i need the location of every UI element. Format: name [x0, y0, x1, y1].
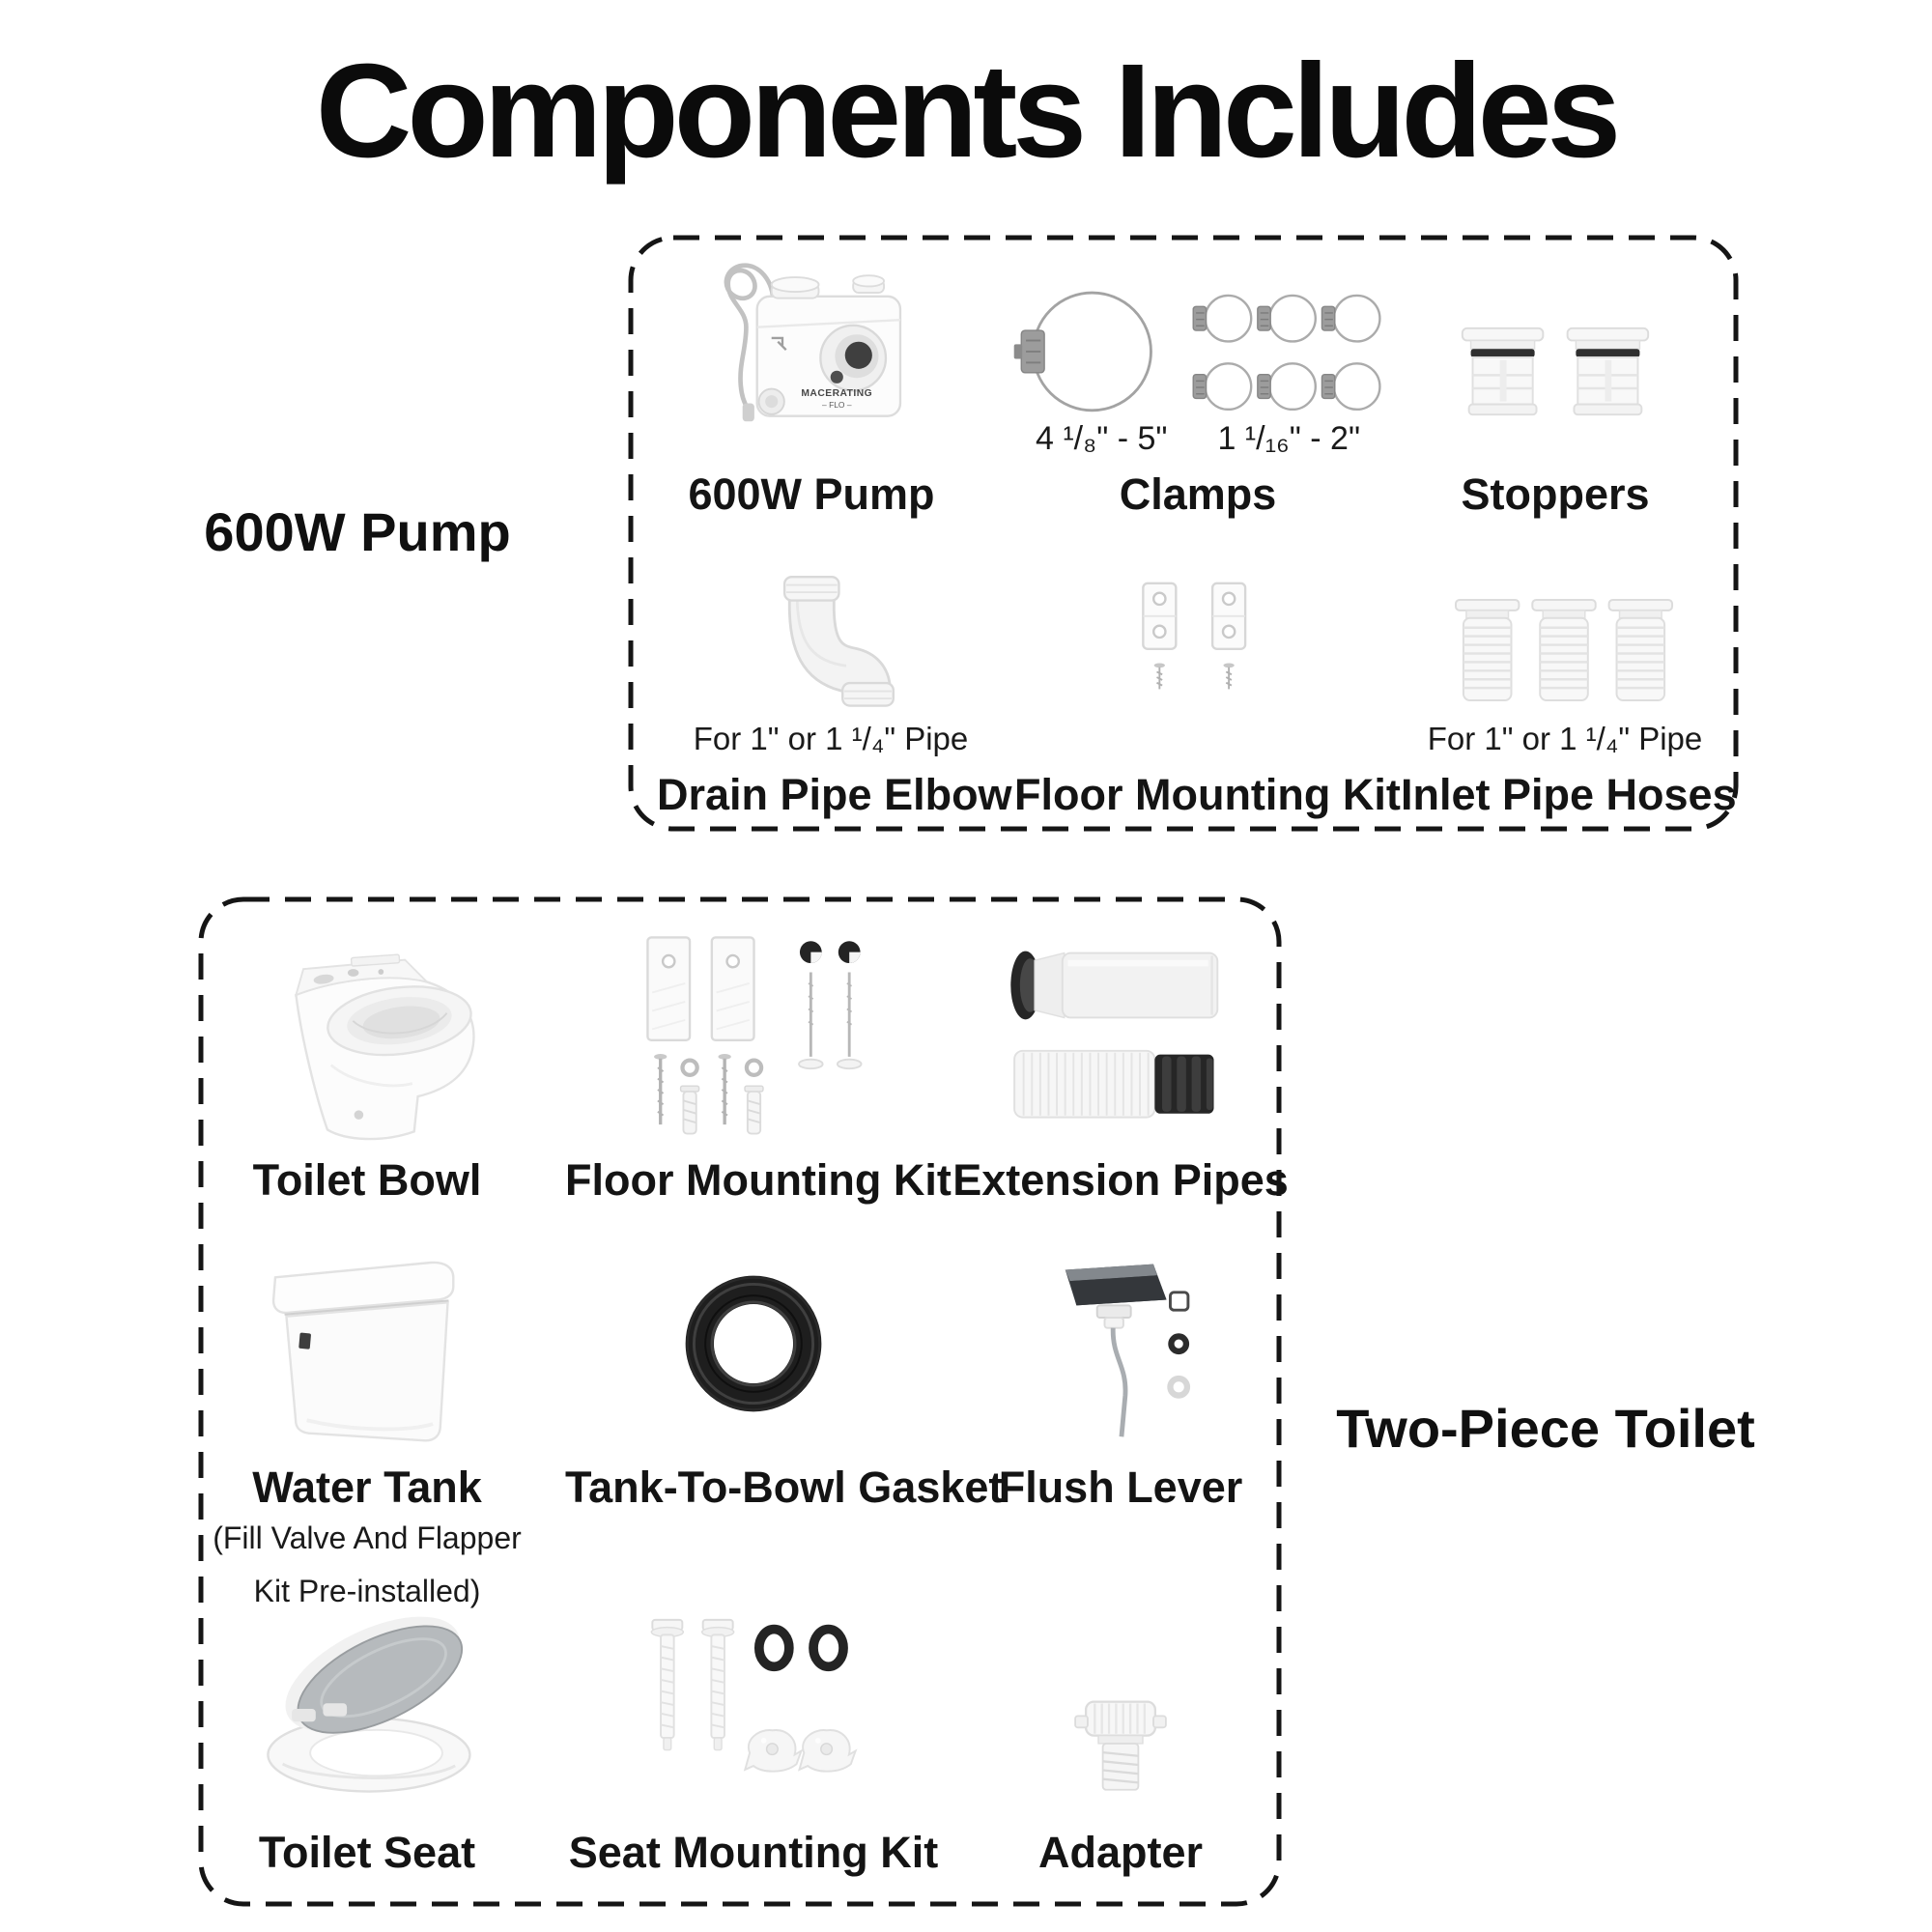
- adapter-label: Adapter: [1037, 1828, 1204, 1877]
- seat-kit-image: [565, 1588, 942, 1805]
- pump-floor-kit-image: [1014, 561, 1381, 699]
- item-toilet-seat: [217, 896, 517, 1907]
- water-tank-note-line1: (Fill Valve And Flapper: [213, 1520, 522, 1555]
- item-inlet-hoses: [1401, 235, 1737, 832]
- inlet-hoses-note: For 1" or 1 ¹/₄" Pipe: [1427, 721, 1703, 756]
- item-seat-kit: [565, 896, 1004, 1907]
- item-drain-elbow: [657, 235, 1012, 832]
- stoppers-label: Stoppers: [1461, 469, 1650, 519]
- pump-label: 600W Pump: [688, 469, 935, 519]
- item-pump-floor-kit: [1014, 235, 1401, 832]
- drain-elbow-image: [657, 561, 1005, 714]
- extension-pipes-label: Extension Pipes: [952, 1155, 1289, 1205]
- inlet-hoses-image: [1401, 561, 1729, 706]
- seat-mounting-hardware-icon: [632, 1608, 875, 1805]
- adapter-image: [952, 1588, 1290, 1810]
- inlet-hoses-label: Inlet Pipe Hoses: [1401, 770, 1737, 819]
- pipe-elbow-icon: [753, 564, 908, 714]
- water-tank-note-line2: Kit Pre-installed): [253, 1574, 481, 1608]
- clamps-label: Clamps: [1119, 469, 1277, 519]
- seat-kit-label: Seat Mounting Kit: [568, 1828, 939, 1877]
- drain-elbow-label: Drain Pipe Elbow: [657, 770, 1012, 819]
- mounting-brackets-icon: [1116, 576, 1280, 699]
- page-title: Components Includes: [315, 37, 1617, 185]
- toilet-seat-icon: [239, 1599, 496, 1801]
- drain-elbow-note: For 1" or 1 ¹/₄" Pipe: [693, 721, 969, 756]
- pump-components-box: [628, 235, 1739, 832]
- water-tank-label: Water Tank: [252, 1463, 482, 1512]
- flush-lever-label: Flush Lever: [998, 1463, 1243, 1512]
- toilet-seat-image: [217, 1588, 517, 1801]
- toilet-floor-kit-label: Floor Mounting Kit: [565, 1155, 952, 1205]
- svg-text:MACERATING: MACERATING: [801, 388, 873, 400]
- clamp-size-large: 4 ¹/₈" - 5": [1035, 420, 1168, 457]
- toilet-components-box: [198, 896, 1289, 1907]
- pump-floor-kit-label: Floor Mounting Kit: [1014, 770, 1401, 819]
- svg-text:– FLO –: – FLO –: [822, 400, 852, 411]
- clamp-size-small: 1 ¹/₁₆" - 2": [1217, 420, 1361, 457]
- toilet-seat-label: Toilet Seat: [258, 1828, 476, 1877]
- gasket-label: Tank-To-Bowl Gasket: [565, 1463, 1004, 1512]
- adapter-fitting-icon: [1054, 1686, 1187, 1810]
- corrugated-hoses-icon: [1450, 596, 1680, 706]
- pump-section-side-label: 600W Pump: [204, 501, 511, 562]
- item-adapter: [952, 896, 1290, 1907]
- toilet-bowl-label: Toilet Bowl: [252, 1155, 482, 1205]
- toilet-section-side-label: Two-Piece Toilet: [1336, 1398, 1755, 1459]
